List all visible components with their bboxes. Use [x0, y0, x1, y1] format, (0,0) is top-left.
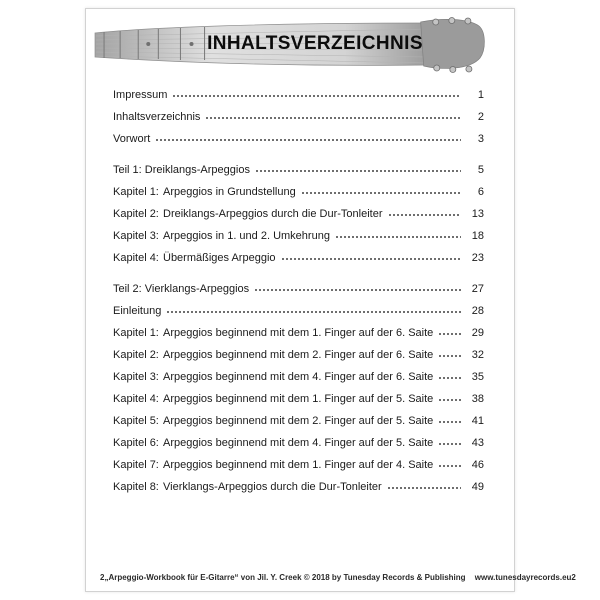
toc-entry-label: Kapitel 1:: [113, 186, 159, 198]
toc-entry-title: Inhaltsverzeichnis: [113, 111, 201, 123]
toc-page-number: 41: [471, 415, 484, 427]
toc-entry-title: Dreiklangs-Arpeggios durch die Dur-Tonleiter: [163, 208, 383, 220]
toc-row: [113, 164, 484, 186]
footer-credit-line: [104, 573, 571, 582]
toc-page-number: 23: [471, 252, 484, 264]
toc-row: [113, 481, 484, 503]
toc-row: [113, 459, 484, 481]
toc-page-number: 46: [471, 459, 484, 471]
toc-page-number: 2: [477, 111, 484, 123]
dot-leader: [387, 486, 461, 490]
toc-page-number: 18: [471, 230, 484, 242]
toc-entry-label: Kapitel 8:: [113, 481, 159, 493]
dot-leader: [255, 169, 461, 173]
dot-leader: [438, 398, 461, 402]
toc-row: [113, 327, 484, 349]
toc-entry-title: Übermäßiges Arpeggio: [163, 252, 276, 264]
toc-entry-label: Kapitel 2:: [113, 349, 159, 361]
toc-entry-title: Impressum: [113, 89, 168, 101]
dot-leader: [301, 191, 461, 195]
toc-entry-title: Arpeggios beginnend mit dem 2. Finger auf der 5. Saite: [163, 415, 434, 427]
dot-leader: [438, 376, 461, 380]
footer-page-number-right: 2: [571, 573, 576, 582]
toc-entry-title: Arpeggios beginnend mit dem 4. Finger auf der 6. Saite: [163, 371, 434, 383]
toc-row: [113, 89, 484, 111]
dot-leader: [281, 257, 461, 261]
dot-leader: [172, 94, 461, 98]
footer-credit-text: „Arpeggio-Workbook für E-Gitarre“ von Jil. Y. Creek © 2018 by Tunesday Records & Publishing: [104, 573, 466, 582]
toc-row: [113, 305, 484, 327]
toc-entry-title: Arpeggios beginnend mit dem 1. Finger auf der 6. Saite: [163, 327, 434, 339]
dot-leader: [438, 464, 461, 468]
dot-leader: [388, 213, 462, 217]
dot-leader: [254, 288, 461, 292]
toc-row: [113, 283, 484, 305]
toc-page-number: 1: [477, 89, 484, 101]
page-title: INHALTSVERZEICHNIS: [207, 32, 423, 54]
toc-row: [113, 186, 484, 208]
toc-page-number: 29: [471, 327, 484, 339]
footer-page-number-left: 2: [100, 573, 105, 582]
dot-leader: [166, 310, 461, 314]
toc-entry-title: Arpeggios beginnend mit dem 1. Finger auf der 5. Saite: [163, 393, 434, 405]
toc-entry-label: Kapitel 1:: [113, 327, 159, 339]
toc-page-number: 13: [471, 208, 484, 220]
toc-page-number: 35: [471, 371, 484, 383]
dot-leader: [155, 138, 461, 142]
toc-entry-title: Arpeggios in Grundstellung: [163, 186, 296, 198]
toc-page-number: 43: [471, 437, 484, 449]
toc-entry-title: Arpeggios in 1. und 2. Umkehrung: [163, 230, 330, 242]
toc-entry-title: Teil 1: Dreiklangs-Arpeggios: [113, 164, 250, 176]
page-footer: [86, 573, 576, 582]
dot-leader: [438, 354, 461, 358]
toc-row: [113, 393, 484, 415]
toc-row: [113, 415, 484, 437]
toc-entry-title: Arpeggios beginnend mit dem 4. Finger auf der 5. Saite: [163, 437, 434, 449]
toc-entry-label: Kapitel 3:: [113, 230, 159, 242]
toc-entry-label: Kapitel 5:: [113, 415, 159, 427]
toc-entry-title: Vorwort: [113, 133, 151, 145]
toc-entry-title: Vierklangs-Arpeggios durch die Dur-Tonleiter: [163, 481, 382, 493]
toc-row: [113, 437, 484, 459]
toc-entry-label: Kapitel 3:: [113, 371, 159, 383]
toc-page-number: 38: [471, 393, 484, 405]
toc-page-number: 32: [471, 349, 484, 361]
dot-leader: [438, 420, 461, 424]
toc-row: [113, 111, 484, 133]
toc-entry-title: Teil 2: Vierklangs-Arpeggios: [113, 283, 250, 295]
toc-page-number: 6: [477, 186, 484, 198]
page-header: [94, 16, 486, 74]
toc-entry-title: Einleitung: [113, 305, 162, 317]
toc-entry-label: Kapitel 7:: [113, 459, 159, 471]
toc-row: [113, 230, 484, 252]
dot-leader: [335, 235, 461, 239]
book-page: [85, 8, 576, 592]
dot-leader: [438, 332, 461, 336]
toc-entry-title: Arpeggios beginnend mit dem 1. Finger auf der 4. Saite: [163, 459, 434, 471]
toc-row: [113, 349, 484, 371]
dot-leader: [205, 116, 461, 120]
dot-leader: [438, 442, 461, 446]
toc-entry-label: Kapitel 4:: [113, 393, 159, 405]
footer-website: www.tunesdayrecords.eu: [474, 573, 572, 582]
toc-row: [113, 252, 484, 274]
table-of-contents: [86, 74, 514, 503]
toc-entry-label: Kapitel 6:: [113, 437, 159, 449]
toc-row: [113, 371, 484, 393]
toc-row: [113, 208, 484, 230]
toc-page-number: 5: [477, 164, 484, 176]
toc-entry-label: Kapitel 2:: [113, 208, 159, 220]
toc-page-number: 3: [477, 133, 484, 145]
toc-page-number: 27: [471, 283, 484, 295]
toc-entry-title: Arpeggios beginnend mit dem 2. Finger auf der 6. Saite: [163, 349, 434, 361]
toc-row: [113, 133, 484, 155]
toc-page-number: 28: [471, 305, 484, 317]
toc-page-number: 49: [471, 481, 484, 493]
toc-entry-label: Kapitel 4:: [113, 252, 159, 264]
